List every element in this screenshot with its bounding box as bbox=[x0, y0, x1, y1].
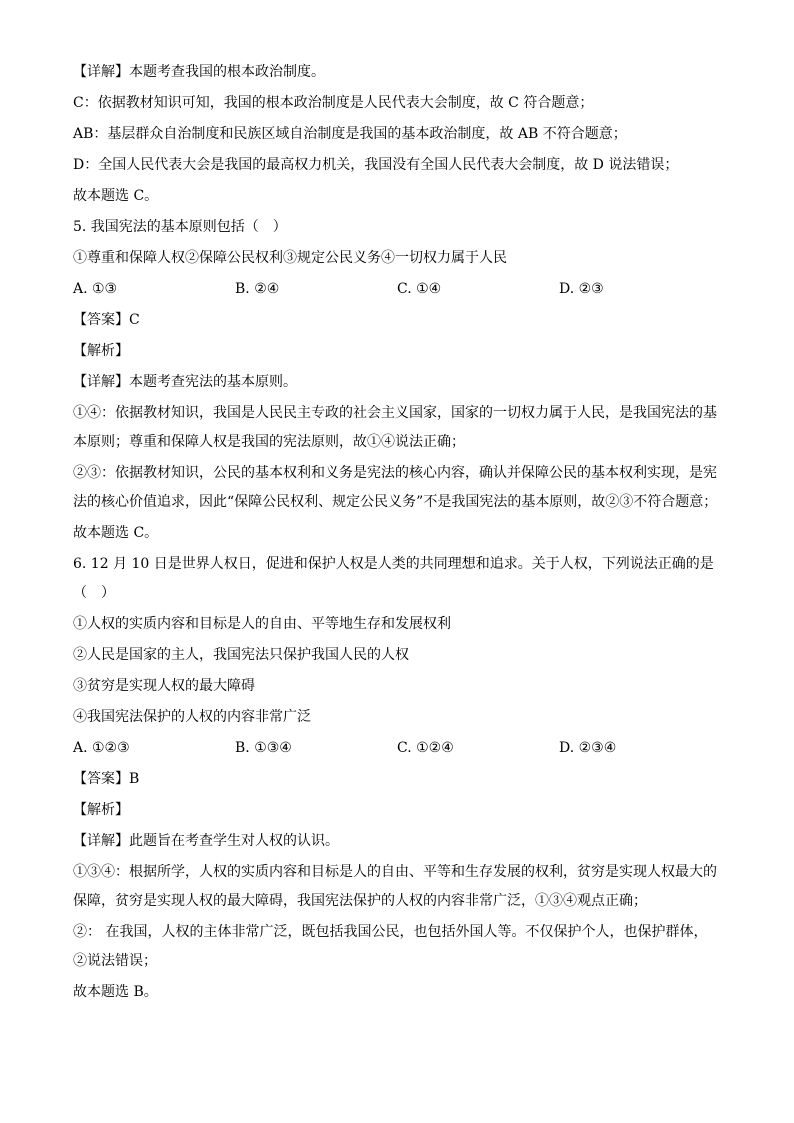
q5-stem: 5. 我国宪法的基本原则包括（ ） bbox=[73, 219, 287, 235]
q6-analysis-heading: 【解析】 bbox=[73, 802, 129, 818]
q6-conclusion: 故本题选 B。 bbox=[73, 984, 158, 1000]
q5-options bbox=[73, 279, 733, 300]
q5-option-b: B. ②④ bbox=[235, 281, 280, 297]
document-page bbox=[73, 62, 733, 1013]
prev-option-ab-explanation: AB：基层群众自治制度和民族区域自治制度是我国的基本政治制度，故 AB 不符合题意； bbox=[73, 126, 627, 142]
q6-option-b: B. ①③④ bbox=[235, 740, 292, 756]
q6-paragraph-2-line-2: ②说法错误； bbox=[73, 953, 157, 969]
prev-detail: 【详解】本题考查我国的根本政治制度。 bbox=[73, 64, 325, 80]
q6-option-a: A. ①②③ bbox=[73, 740, 130, 756]
q6-option-d: D. ②③④ bbox=[559, 740, 617, 756]
q5-paragraph-2-line-2: 法的核心价值追求，因此“保障公民权利、规定公民义务”不是我国宪法的基本原则，故②③不符合题意； bbox=[73, 494, 718, 510]
q6-item-3: ③贫穷是实现人权的最大障碍 bbox=[73, 678, 255, 694]
q6-stem-line-1: 6. 12 月 10 日是世界人权日，促进和保护人权是人类的共同理想和追求。关于人权，下列说法正确的是 bbox=[73, 556, 714, 572]
q5-paragraph-2-line-1: ②③：依据教材知识，公民的基本权利和义务是宪法的核心内容，确认并保障公民的基本权利实现，是宪 bbox=[73, 465, 717, 481]
q6-item-1: ①人权的实质内容和目标是人的自由、平等地生存和发展权利 bbox=[73, 616, 451, 632]
prev-conclusion: 故本题选 C。 bbox=[73, 188, 159, 204]
q5-option-c: C. ①④ bbox=[397, 281, 442, 297]
q6-detail: 【详解】此题旨在考查学生对人权的认识。 bbox=[73, 833, 339, 849]
q6-answer-value: B bbox=[129, 771, 140, 787]
q6-paragraph-2-line-1: ②： 在我国，人权的主体非常广泛，既包括我国公民，也包括外国人等。不仅保护个人，也保护群体， bbox=[73, 924, 708, 940]
q5-conclusion: 故本题选 C。 bbox=[73, 525, 159, 541]
q5-paragraph-1-line-2: 本原则；尊重和保障人权是我国的宪法原则，故①④说法正确； bbox=[73, 434, 465, 450]
q5-option-a: A. ①③ bbox=[73, 281, 118, 297]
q6-options bbox=[73, 738, 733, 759]
q6-answer bbox=[73, 769, 733, 790]
q6-item-2: ②人民是国家的主人，我国宪法只保护我国人民的人权 bbox=[73, 647, 409, 663]
q5-answer-label: 【答案】 bbox=[73, 312, 129, 328]
q5-paragraph-1-line-1: ①④：依据教材知识，我国是人民民主专政的社会主义国家，国家的一切权力属于人民，是我国宪法的基 bbox=[73, 405, 717, 421]
q6-paragraph-1-line-1: ①③④：根据所学，人权的实质内容和目标是人的自由、平等和生存发展的权利，贫穷是实现人权最大的 bbox=[73, 864, 717, 880]
q5-detail: 【详解】本题考查宪法的基本原则。 bbox=[73, 374, 297, 390]
q6-paragraph-1-line-2: 保障，贫穷是实现人权的最大障碍，我国宪法保护的人权的内容非常广泛，①③④观点正确； bbox=[73, 893, 647, 909]
q5-analysis-heading: 【解析】 bbox=[73, 343, 129, 359]
prev-option-c-explanation: C：依据教材知识可知，我国的根本政治制度是人民代表大会制度，故 C 符合题意； bbox=[73, 95, 594, 111]
q6-stem-line-2: （ ） bbox=[73, 585, 115, 601]
q5-answer-value: C bbox=[129, 312, 140, 328]
q6-answer-label: 【答案】 bbox=[73, 771, 129, 787]
q5-items: ①尊重和保障人权②保障公民权利③规定公民义务④一切权力属于人民 bbox=[73, 250, 507, 266]
q5-answer bbox=[73, 310, 733, 331]
q5-option-d: D. ②③ bbox=[559, 281, 604, 297]
q6-option-c: C. ①②④ bbox=[397, 740, 454, 756]
prev-option-d-explanation: D：全国人民代表大会是我国的最高权力机关，我国没有全国人民代表大会制度，故 D 说法错误； bbox=[73, 157, 679, 173]
q6-item-4: ④我国宪法保护的人权的内容非常广泛 bbox=[73, 709, 311, 725]
